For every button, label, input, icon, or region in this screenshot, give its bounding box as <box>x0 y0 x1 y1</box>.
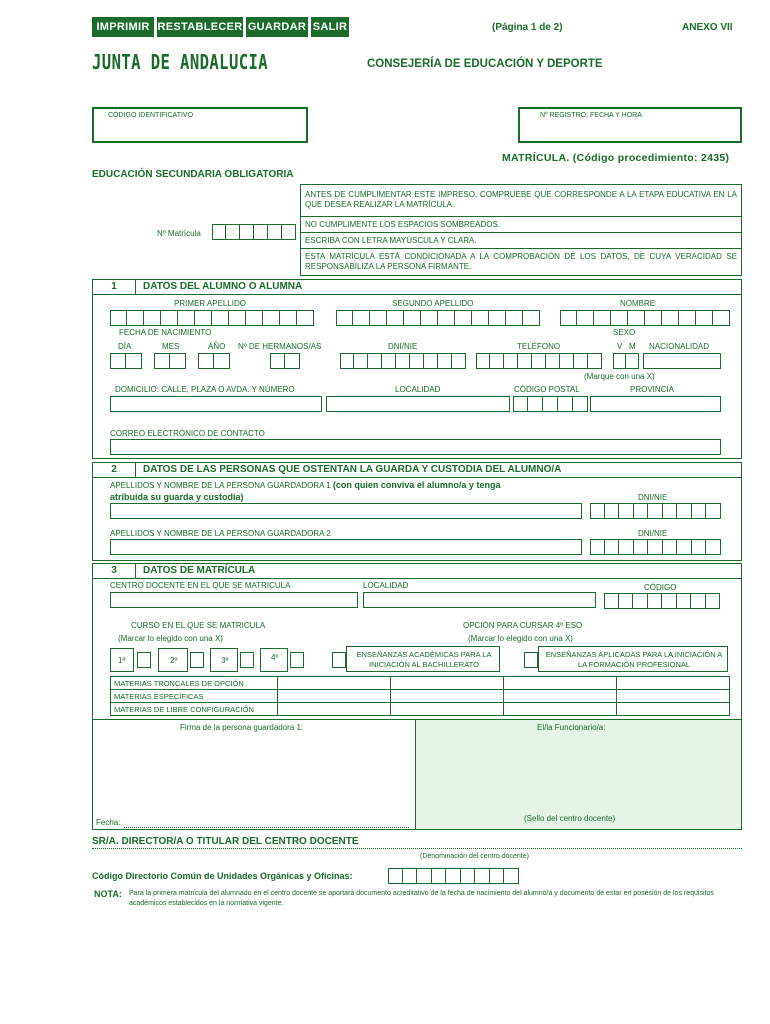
section3-number: 3 <box>93 564 136 578</box>
sex-label: SEXO <box>613 328 636 337</box>
note-text: Para la primera matrícula del alumnado en el centro docente se aportará documento acreditativo de la fecha de nacimiento del alumno/a y documento de estar en posesión de los requisitos académicos establecidos en la normativa vigente. <box>129 890 714 907</box>
sex-m-label: M <box>629 342 636 351</box>
subjects-row-label: MATERIAS TRONCALES DE OPCIÓN <box>111 677 278 690</box>
siblings-input[interactable] <box>270 353 300 369</box>
month-input[interactable] <box>154 353 186 369</box>
section2-number: 2 <box>93 463 136 477</box>
school-code-input <box>604 593 720 609</box>
print-button[interactable]: IMPRIMIR <box>92 17 154 37</box>
table-row <box>111 677 730 690</box>
subjects-row-label: MATERIAS DE LIBRE CONFIGURACIÓN <box>111 703 278 716</box>
month-label: MES <box>162 342 180 351</box>
notices-box <box>300 184 742 276</box>
year-label: AÑO <box>208 342 226 351</box>
sex-v-label: V <box>617 342 623 351</box>
option-mark-hint: (Marcar lo elegido con una X) <box>468 634 573 643</box>
official-label: El/la Funcionario/a: <box>537 723 606 732</box>
year-input[interactable] <box>198 353 230 369</box>
nationality-input[interactable] <box>643 353 721 369</box>
logo: JUNTA DE ANDALUCIA <box>92 50 269 74</box>
locality-input[interactable] <box>326 396 510 412</box>
course-4-checkbox[interactable] <box>290 652 304 668</box>
first-surname-input[interactable] <box>110 310 314 326</box>
course-2-label: 2º <box>170 656 178 665</box>
guardian1-input[interactable] <box>110 503 582 519</box>
sex-checkboxes[interactable] <box>613 353 639 369</box>
seal-label: (Sello del centro docente) <box>524 814 616 823</box>
school-input[interactable] <box>110 592 358 608</box>
exit-button[interactable]: SALIR <box>311 17 349 37</box>
course-2-box <box>158 648 188 672</box>
subjects-table <box>110 676 730 716</box>
section1-title: DATOS DEL ALUMNO O ALUMNA <box>143 281 303 292</box>
course-3-label: 3º <box>221 656 229 665</box>
school-code-label: CÓDIGO <box>644 583 677 592</box>
dni2-label: DNI/NIE <box>638 529 668 538</box>
note-label: NOTA: <box>94 889 122 899</box>
school-name-hint: (Denominación del centro docente) <box>420 853 529 860</box>
registry-label: Nº REGISTRO, FECHA Y HORA <box>540 112 642 119</box>
postal-input[interactable] <box>513 396 588 412</box>
table-row <box>111 690 730 703</box>
nationality-label: NACIONALIDAD <box>649 342 710 351</box>
course-4-box <box>260 648 288 672</box>
guardian2-label: APELLIDOS Y NOMBRE DE LA PERSONA GUARDADORA 2 <box>110 529 331 538</box>
notice-3: ESCRIBA CON LETRA MAYÚSCULA Y CLARA. <box>305 236 477 245</box>
guardian1-label <box>110 480 500 490</box>
enrol-number-label: Nº Matrícula <box>157 229 201 238</box>
day-input[interactable] <box>110 353 142 369</box>
signature-label: Firma de la persona guardadora 1: <box>180 723 304 732</box>
course-2-checkbox[interactable] <box>190 652 204 668</box>
course-1-checkbox[interactable] <box>137 652 151 668</box>
second-surname-label: SEGUNDO APELLIDO <box>392 299 474 308</box>
name-input[interactable] <box>560 310 730 326</box>
name-label: NOMBRE <box>620 299 656 308</box>
dni2-input[interactable] <box>590 539 721 555</box>
addressee: SR/A. DIRECTOR/A O TITULAR DEL CENTRO DOCENTE <box>92 836 359 847</box>
academic-option-checkbox[interactable] <box>332 652 346 668</box>
notice-4: ESTA MATRÍCULA ESTÁ CONDICIONADA A LA COMPROBACIÓN DE LOS DATOS, DE CUYA VERACIDAD SE RESPONSABILIZA LA PERSONA FIRMANTE. <box>305 252 737 271</box>
siblings-label: Nº DE HERMANOS/AS <box>238 342 322 351</box>
dni-label: DNI/NIE <box>388 342 418 351</box>
school-locality-label: LOCALIDAD <box>363 581 409 590</box>
course-3-box <box>210 648 238 672</box>
guardian2-input[interactable] <box>110 539 582 555</box>
province-input[interactable] <box>590 396 721 412</box>
date-label: Fecha: <box>96 818 121 827</box>
dir3-label: Código Directorio Común de Unidades Orgánicas y Oficinas: <box>92 871 353 881</box>
annex-label: ANEXO VII <box>682 22 733 33</box>
course-1-label: 1º <box>118 656 126 665</box>
locality-label: LOCALIDAD <box>395 385 441 394</box>
dir3-input[interactable] <box>388 868 519 884</box>
guardian1-label-a: APELLIDOS Y NOMBRE DE LA PERSONA GUARDADORA 1 <box>110 481 331 490</box>
section1-header <box>92 279 742 295</box>
dni-input[interactable] <box>340 353 466 369</box>
id-code-box[interactable] <box>92 107 308 143</box>
academic-option-box <box>346 646 500 672</box>
form-title: MATRÍCULA. (Código procedimiento: 2435) <box>502 152 730 164</box>
birth-date-label: FECHA DE NACIMIENTO <box>119 328 212 337</box>
page-indicator: (Página 1 de 2) <box>492 22 563 33</box>
enrol-number-cells <box>212 224 296 240</box>
postal-label: CÓDIGO POSTAL <box>514 385 580 394</box>
course-label: CURSO EN EL QUE SE MATRICULA <box>131 621 266 630</box>
id-code-label: CÓDIGO IDENTIFICATIVO <box>108 112 194 119</box>
applied-option-box <box>538 646 728 672</box>
first-surname-label: PRIMER APELLIDO <box>174 299 247 308</box>
stage-title: EDUCACIÓN SECUNDARIA OBLIGATORIA <box>92 169 294 180</box>
dni1-label: DNI/NIE <box>638 493 668 502</box>
academic-option-label: ENSEÑANZAS ACADÉMICAS PARA LA INICIACIÓN AL BACHILLERATO <box>356 650 492 669</box>
email-label: CORREO ELECTRÓNICO DE CONTACTO <box>110 429 265 438</box>
address-input[interactable] <box>110 396 322 412</box>
dni1-input[interactable] <box>590 503 721 519</box>
official-signature-area <box>416 720 741 829</box>
mark-x-hint: (Marque con una X) <box>584 372 655 381</box>
reset-button[interactable]: RESTABLECER <box>157 17 243 37</box>
guardian1-label-b: (con quien conviva el alumno/a y tenga <box>332 480 501 490</box>
registry-box <box>518 107 742 143</box>
section3-header <box>92 563 742 579</box>
school-locality-input[interactable] <box>363 592 596 608</box>
course-4-label: 4º <box>271 653 279 662</box>
day-label: DÍA <box>118 342 132 351</box>
save-button[interactable]: GUARDAR <box>246 17 308 37</box>
address-label: DOMICILIO: CALLE, PLAZA O AVDA. Y NÚMERO <box>115 385 295 394</box>
province-label: PROVINCIA <box>630 385 675 394</box>
option-label: OPCIÓN PARA CURSAR 4º ESO <box>463 621 583 630</box>
course-mark-hint: (Marcar lo elegido con una X) <box>118 634 223 643</box>
section2-title: DATOS DE LAS PERSONAS QUE OSTENTAN LA GUARDA Y CUSTODIA DEL ALUMNO/A <box>143 464 562 475</box>
course-3-checkbox[interactable] <box>240 652 254 668</box>
section3-title: DATOS DE MATRÍCULA <box>143 565 256 576</box>
section1-number: 1 <box>93 280 136 294</box>
section2-header <box>92 462 742 478</box>
subjects-row-label: MATERIAS ESPECÍFICAS <box>111 690 278 703</box>
second-surname-input[interactable] <box>336 310 540 326</box>
phone-label: TELÉFONO <box>517 342 561 351</box>
email-input[interactable] <box>110 439 721 455</box>
school-label: CENTRO DOCENTE EN EL QUE SE MATRICULA <box>110 581 291 590</box>
applied-option-label: ENSEÑANZAS APLICADAS PARA LA INICIACIÓN A LA FORMACIÓN PROFESIONAL <box>545 650 723 669</box>
guardian1-label-c: atribuida su guarda y custodia) <box>110 492 244 502</box>
ministry-title: CONSEJERÍA DE EDUCACIÓN Y DEPORTE <box>367 58 603 70</box>
notice-2: NO CUMPLIMENTE LOS ESPACIOS SOMBREADOS. <box>305 220 500 229</box>
applied-option-checkbox[interactable] <box>524 652 538 668</box>
notice-1: ANTES DE CUMPLIMENTAR ESTE IMPRESO, COMPRUEBE QUE CORRESPONDE A LA ETAPA EDUCATIVA EN LA QUE DESEA REALIZAR LA MATRÍCULA. <box>305 190 737 209</box>
phone-input[interactable] <box>476 353 602 369</box>
course-1-box <box>110 648 134 672</box>
table-row <box>111 703 730 716</box>
